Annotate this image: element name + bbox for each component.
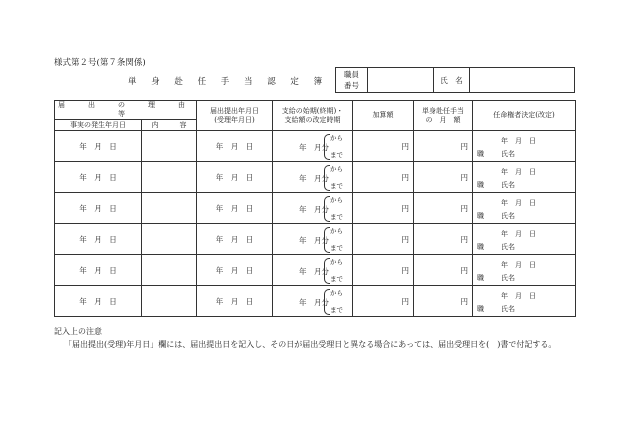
appointer-decision-cell[interactable] (473, 255, 576, 286)
payment-period-cell[interactable] (273, 224, 353, 255)
notes-title: 記入上の注意 (54, 327, 102, 336)
occurrence-date-cell[interactable]: 年 月 日 (55, 193, 142, 224)
until-label: まで (330, 306, 343, 314)
additional-amount-cell[interactable]: 円 (353, 193, 414, 224)
monthly-allowance-cell[interactable]: 円 (414, 286, 473, 317)
until-label: まで (330, 213, 343, 221)
year-month-portion: 年 月分 (299, 205, 329, 214)
col-appointer-decision: 任命権者決定(改定) (473, 101, 576, 131)
content-cell[interactable] (142, 255, 197, 286)
from-label: から (330, 134, 343, 142)
year-month-portion: 年 月分 (299, 236, 329, 245)
payment-period-cell[interactable] (273, 286, 353, 317)
decision-date: 年 月 日 (501, 199, 536, 207)
submission-date-cell[interactable]: 年 月 日 (197, 224, 273, 255)
decision-date: 年 月 日 (501, 261, 536, 269)
submission-date-cell[interactable]: 年 月 日 (197, 255, 273, 286)
decision-date: 年 月 日 (501, 292, 536, 300)
year-month-portion: 年 月分 (299, 143, 329, 152)
decision-name-label: 氏名 (501, 243, 515, 251)
content-cell[interactable] (142, 224, 197, 255)
until-label: まで (330, 275, 343, 283)
table-row (55, 193, 576, 224)
col-additional-amount: 加算額 (353, 101, 414, 131)
content-cell[interactable] (142, 286, 197, 317)
appointer-decision-cell[interactable] (473, 224, 576, 255)
submission-date-cell[interactable]: 年 月 日 (197, 193, 273, 224)
from-label: から (330, 227, 343, 235)
submission-date-cell[interactable]: 年 月 日 (197, 131, 273, 162)
from-label: から (330, 165, 343, 173)
payment-period-cell[interactable] (273, 255, 353, 286)
occurrence-date-cell[interactable]: 年 月 日 (55, 131, 142, 162)
appointer-decision-cell[interactable] (473, 131, 576, 162)
table-row (55, 162, 576, 193)
decision-name-label: 氏名 (501, 150, 515, 158)
col-allowance-monthly: 単身赴任手当 の 月 額 (414, 101, 473, 131)
table-row (55, 286, 576, 317)
table-row (55, 255, 576, 286)
monthly-allowance-cell[interactable]: 円 (414, 255, 473, 286)
post-label: 職 (477, 181, 484, 189)
occurrence-date-cell[interactable]: 年 月 日 (55, 224, 142, 255)
content-cell[interactable] (142, 193, 197, 224)
staff-number-field[interactable] (368, 68, 434, 93)
decision-name-label: 氏名 (501, 274, 515, 282)
decision-date: 年 月 日 (501, 137, 536, 145)
table-row (55, 224, 576, 255)
additional-amount-cell[interactable]: 円 (353, 255, 414, 286)
content-cell[interactable] (142, 131, 197, 162)
decision-name-label: 氏名 (501, 181, 515, 189)
additional-amount-cell[interactable]: 円 (353, 286, 414, 317)
name-label: 氏 名 (434, 68, 470, 93)
content-cell[interactable] (142, 162, 197, 193)
col-submission-date: 届出提出年月日 (受理年月日) (197, 101, 273, 131)
post-label: 職 (477, 243, 484, 251)
monthly-allowance-cell[interactable]: 円 (414, 162, 473, 193)
additional-amount-cell[interactable]: 円 (353, 131, 414, 162)
from-label: から (330, 258, 343, 266)
form-number: 様式第２号(第７条関係) (54, 58, 146, 68)
col-notification-reason: 届 出 の 理 由 等 (55, 101, 197, 120)
monthly-allowance-cell[interactable]: 円 (414, 224, 473, 255)
payment-period-cell[interactable] (273, 162, 353, 193)
decision-name-label: 氏名 (501, 305, 515, 313)
year-month-portion: 年 月分 (299, 174, 329, 183)
payment-period-cell[interactable] (273, 193, 353, 224)
until-label: まで (330, 151, 343, 159)
until-label: まで (330, 244, 343, 252)
from-label: から (330, 196, 343, 204)
notes-text: 「届出提出(受理)年月日」欄には、届出提出日を記入し、その日が届出受理日と異なる場合にあっては、届出受理日を( )書で付記する。 (64, 340, 557, 349)
from-label: から (330, 289, 343, 297)
col-occurrence-date: 事実の発生年月日 (55, 120, 142, 131)
additional-amount-cell[interactable]: 円 (353, 162, 414, 193)
appointer-decision-cell[interactable] (473, 162, 576, 193)
post-label: 職 (477, 305, 484, 313)
decision-name-label: 氏名 (501, 212, 515, 220)
occurrence-date-cell[interactable]: 年 月 日 (55, 162, 142, 193)
post-label: 職 (477, 212, 484, 220)
year-month-portion: 年 月分 (299, 267, 329, 276)
appointer-decision-cell[interactable] (473, 286, 576, 317)
allowance-register-table (54, 100, 576, 317)
staff-id-box (335, 67, 575, 93)
staff-number-label: 職員 番号 (336, 68, 368, 93)
name-field[interactable] (470, 68, 575, 93)
year-month-portion: 年 月分 (299, 298, 329, 307)
additional-amount-cell[interactable]: 円 (353, 224, 414, 255)
occurrence-date-cell[interactable]: 年 月 日 (55, 255, 142, 286)
decision-date: 年 月 日 (501, 168, 536, 176)
register-title: 単 身 赴 任 手 当 認 定 簿 (128, 77, 329, 87)
table-row (55, 131, 576, 162)
appointer-decision-cell[interactable] (473, 193, 576, 224)
until-label: まで (330, 182, 343, 190)
payment-period-cell[interactable] (273, 131, 353, 162)
monthly-allowance-cell[interactable]: 円 (414, 131, 473, 162)
col-payment-period: 支給の始期(終期)・ 支給額の改定時期 (273, 101, 353, 131)
submission-date-cell[interactable]: 年 月 日 (197, 286, 273, 317)
decision-date: 年 月 日 (501, 230, 536, 238)
monthly-allowance-cell[interactable]: 円 (414, 193, 473, 224)
occurrence-date-cell[interactable]: 年 月 日 (55, 286, 142, 317)
post-label: 職 (477, 274, 484, 282)
col-content: 内 容 (142, 120, 197, 131)
submission-date-cell[interactable]: 年 月 日 (197, 162, 273, 193)
post-label: 職 (477, 150, 484, 158)
